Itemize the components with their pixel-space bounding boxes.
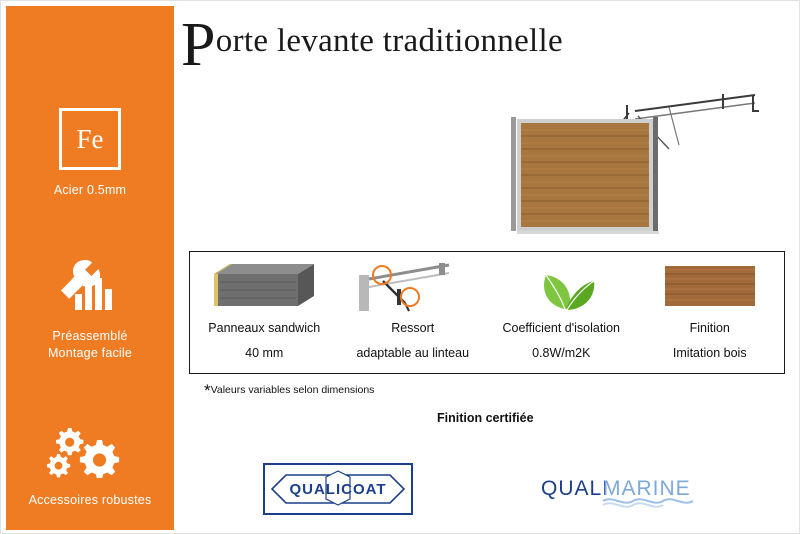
qualimarine-logo xyxy=(539,469,714,511)
title-rest: orte levante traditionnelle xyxy=(215,23,563,59)
feature-title: Ressort xyxy=(391,321,435,335)
door-photo xyxy=(509,89,771,237)
feature-finition xyxy=(636,252,785,373)
sidebar-item-steel-label: Acier 0.5mm xyxy=(53,183,127,197)
qualicoat-logo xyxy=(263,463,413,515)
feature-value: adaptable au linteau xyxy=(356,346,470,360)
feature-box xyxy=(189,251,785,374)
page-title xyxy=(181,11,791,79)
title-drop-cap: P xyxy=(181,11,216,79)
feature-ressort xyxy=(339,252,488,373)
feature-value: 0.8W/m2K xyxy=(532,346,591,360)
svg-text:QUALI: QUALI xyxy=(541,477,610,500)
feature-title: Finition xyxy=(689,321,730,335)
sidebar-item-accessories-label: Accessoires robustes xyxy=(28,493,152,507)
green-leaves-icon xyxy=(487,258,636,314)
sidebar-item-preassembled xyxy=(6,254,174,362)
svg-text:QUALICOAT: QUALICOAT xyxy=(289,481,387,498)
spring-mechanism-icon xyxy=(339,258,488,314)
footnote-text: Valeurs variables selon dimensions xyxy=(210,384,375,396)
asterisk-icon: * xyxy=(204,381,211,400)
feature-isolation xyxy=(487,252,636,373)
sidebar-item-preassembled-label-1: Préassemblé xyxy=(52,329,128,343)
feature-title: Panneaux sandwich xyxy=(208,321,321,335)
left-sidebar xyxy=(6,6,174,530)
svg-text:MARINE: MARINE xyxy=(603,477,691,500)
feature-value: Imitation bois xyxy=(672,346,747,360)
sidebar-item-steel xyxy=(6,108,174,199)
footnote xyxy=(204,381,374,401)
feature-panneaux-sandwich xyxy=(190,252,339,373)
wood-finish-swatch-icon xyxy=(636,258,785,314)
wrench-tools-icon xyxy=(6,254,174,316)
fe-square-icon xyxy=(59,108,121,170)
feature-title: Coefficient d'isolation xyxy=(502,321,620,335)
feature-value: 40 mm xyxy=(245,346,284,360)
certified-label: Finition certifiée xyxy=(437,411,534,425)
sandwich-panel-icon xyxy=(190,258,339,314)
gears-icon xyxy=(6,418,174,480)
sidebar-item-preassembled-label-2: Montage facile xyxy=(47,346,133,360)
fe-symbol: Fe xyxy=(76,123,104,154)
sidebar-item-accessories xyxy=(6,418,174,509)
